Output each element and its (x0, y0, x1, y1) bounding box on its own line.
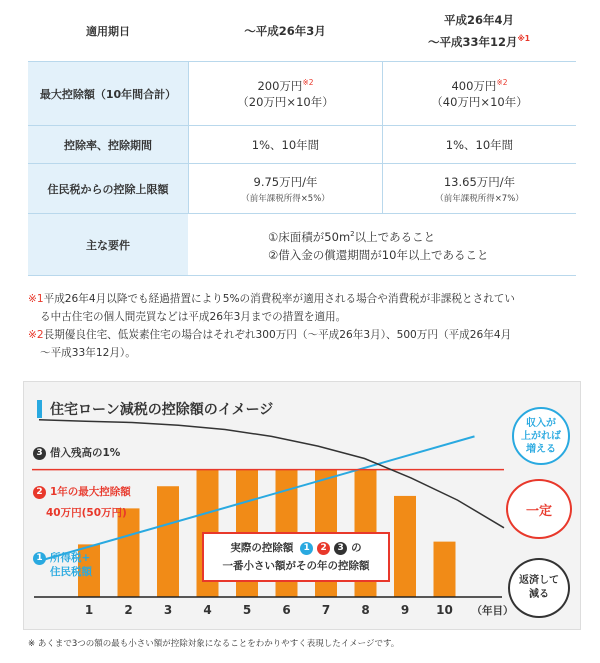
number-1-icon: 1 (33, 552, 46, 565)
header-col1: 〜平成26年3月 (244, 23, 326, 38)
header-col2-note: ※1 (517, 33, 531, 43)
row-label: 住民税からの控除上限額 (28, 164, 188, 213)
requirements-cell (188, 214, 576, 275)
header-col2-line2: 〜平成33年12月 (427, 34, 518, 49)
bubble-line: 減る (529, 589, 549, 600)
footnote-1 (28, 290, 583, 326)
x-tick-label: 4 (203, 603, 212, 617)
header-col2 (382, 0, 576, 61)
x-tick-label: 10 (436, 603, 453, 617)
center-text-pre: 実際の控除額 (230, 542, 294, 554)
header-label: 適用期日 (28, 0, 188, 61)
req1-sup: 2 (350, 230, 355, 239)
header-col2-line1: 平成26年4月 (443, 12, 514, 27)
x-tick-label: 5 (242, 603, 252, 617)
cell-main: 200万円 (257, 78, 303, 93)
cell-sub: （40万円×10年） (431, 94, 528, 109)
number-3-icon: 3 (33, 447, 46, 460)
footnote-2 (28, 326, 583, 362)
cell-main: 9.75万円/年 (253, 174, 318, 189)
cell-sub: （20万円×10年） (237, 94, 334, 109)
req1-post: 以上であること (354, 229, 436, 244)
label-tax-line2: 住民税額 (50, 566, 92, 578)
label-max-value: 40万円(50万円) (46, 507, 127, 519)
number-1-icon: 1 (300, 542, 313, 555)
req2-text: ②借入金の償還期間が10年以上であること (268, 247, 489, 262)
bubble-balance-decrease (508, 558, 570, 618)
table-header-row (28, 0, 576, 62)
label-max-deduction-text: 1年の最大控除額 (50, 486, 131, 498)
table-row-rate (28, 126, 576, 164)
table-row-max-deduction (28, 62, 576, 126)
footnote-text: 長期優良住宅、低炭素住宅の場合はそれぞれ300万円（〜平成26年3月）、500万円（平成26年4月 (43, 329, 512, 341)
bubble-line: 上がれば (521, 430, 561, 442)
footnote-text: 平成26年4月以降でも経過措置により5%の消費税率が適用される場合や消費税が非課税とされてい (43, 293, 515, 305)
req1-text: ①床面積が50m (268, 229, 351, 244)
bubble-constant: 一定 (506, 479, 572, 539)
x-tick-label: 1 (84, 603, 94, 617)
footnote-mark: ※2 (28, 329, 44, 341)
x-tick-label: 9 (400, 603, 410, 617)
row-label: 主な要件 (28, 214, 188, 275)
label-tax-line1: 所得税+ (50, 552, 91, 564)
label-tax (33, 551, 92, 579)
figure-title: 住宅ローン減税の控除額のイメージ (50, 402, 274, 418)
table-row-resident-tax (28, 164, 576, 214)
center-text-post: の (351, 542, 362, 554)
cell (382, 62, 576, 125)
cell-main: 1%、10年間 (188, 126, 382, 163)
bubble-income-increase (512, 407, 570, 465)
comparison-table (28, 0, 576, 276)
number-2-icon: 2 (317, 542, 330, 555)
row-label: 控除率、控除期間 (28, 126, 188, 163)
cell-main: 400万円 (451, 78, 497, 93)
deduction-illustration (23, 381, 581, 630)
number-3-icon: 3 (334, 542, 347, 555)
x-axis-unit: （年目） (471, 605, 514, 617)
bubble-line: 増える (526, 443, 556, 455)
footnote-mark: ※1 (28, 293, 44, 305)
x-tick-label: 6 (282, 603, 291, 617)
label-balance-text: 借入残高の1% (50, 447, 121, 459)
center-text-line2: 一番小さい額がその年の控除額 (222, 560, 370, 572)
cell-sub: （前年課税所得×7%） (435, 193, 524, 204)
deduction-bar (118, 508, 140, 597)
number-2-icon: 2 (33, 486, 46, 499)
x-tick-label: 3 (163, 603, 173, 617)
deduction-bar (394, 496, 416, 597)
cell (188, 164, 382, 213)
x-tick-label: 2 (124, 603, 133, 617)
label-balance (33, 445, 120, 460)
footnote-cont: 〜平成33年12月）。 (40, 347, 136, 359)
deduction-bar (157, 486, 179, 597)
bubble-line: 返済して (519, 575, 559, 586)
cell-note: ※2 (496, 77, 508, 87)
x-tick-label: 8 (361, 603, 370, 617)
footnote-cont: る中古住宅の個人間売買などは平成26年3月までの措置を適用。 (40, 311, 347, 323)
row-label: 最大控除額（10年間合計） (28, 62, 188, 125)
x-tick-label: 7 (321, 603, 331, 617)
bubble-line: 収入が (526, 417, 556, 429)
cell-sub: （前年課税所得×5%） (241, 193, 330, 204)
actual-deduction-box (202, 532, 390, 582)
cell (382, 164, 576, 213)
deduction-bar (434, 542, 456, 597)
cell-main: 13.65万円/年 (443, 174, 516, 189)
bottom-note: ※ あくまで3つの額の最も小さい額が控除対象になることをわかりやすく表現したイメージです。 (28, 639, 400, 649)
label-max-deduction (33, 484, 131, 499)
cell-main: 1%、10年間 (382, 126, 576, 163)
table-row-requirements (28, 214, 576, 276)
cell (188, 62, 382, 125)
cell-note: ※2 (302, 77, 314, 87)
